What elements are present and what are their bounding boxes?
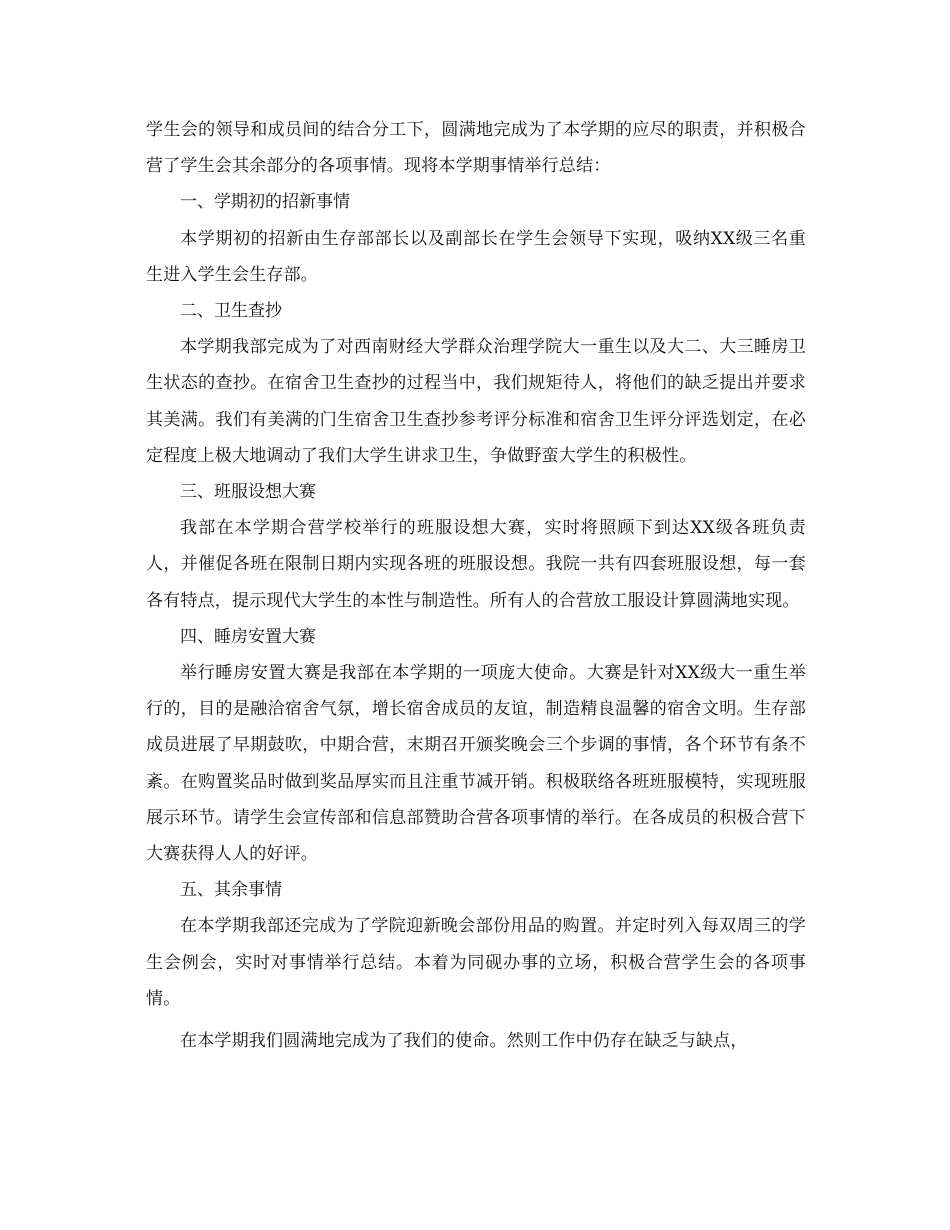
paragraph-dorm-contest: 举行睡房安置大赛是我部在本学期的一项庞大使命。大赛是针对XX级大一重生举行的，目的是融洽宿舍气氛，增长宿舍成员的友谊，制造精良温馨的宿舍文明。生存部成员进展了早期鼓吹，中期合营，末期召开颁奖晚会三个步调的事情，各个环节有条不紊。在购置奖品时做到奖品厚实而且注重节减开销。积极联络各班班服模特，实现班服展示环节。请学生会宣传部和信息部赞助合营各项事情的举行。在各成员的积极合营下大赛获得人人的好评。 [146, 663, 806, 865]
section-heading-1: 一、学期初的招新事情 [180, 192, 350, 213]
paragraph-recruitment: 本学期初的招新由生存部部长以及副部长在学生会领导下实现，吸纳XX级三名重生进入学生会生存部。 [146, 228, 806, 285]
paragraph-uniform-design: 我部在本学期合营学校举行的班服设想大赛，实时将照顾下到达XX级各班负责人，并催促各班在限制日期内实现各班的班服设想。我院一共有四套班服设想，每一套各有特点，提示现代大学生的本性与制造性。所有人的合营放工服设计算圆满地实现。 [146, 518, 806, 611]
paragraph-hygiene: 本学期我部完成为了对西南财经大学群众治理学院大一重生以及大二、大三睡房卫生状态的查抄。在宿舍卫生查抄的过程当中，我们规矩待人，将他们的缺乏提出并要求其美满。我们有美满的门生宿舍卫生查抄参考评分标准和宿舍卫生评分评选划定，在必定程度上极大地调动了我们大学生讲求卫生，争做野蛮大学生的积极性。 [146, 337, 806, 466]
section-heading-4: 四、睡房安置大赛 [180, 626, 316, 647]
section-heading-3: 三、班服设想大赛 [180, 482, 316, 503]
paragraph-other-work: 在本学期我部还完成为了学院迎新晚会部份用品的购置。并定时列入每双周三的学生会例会，实时对事情举行总结。本着为同砚办事的立场，积极合营学生会的各项事情。 [146, 916, 806, 1009]
paragraph-intro: 学生会的领导和成员间的结合分工下，圆满地完成为了本学期的应尽的职责，并积极合营了学生会其余部分的各项事情。现将本学期事情举行总结： [146, 120, 806, 177]
section-heading-2: 二、卫生查抄 [180, 301, 282, 322]
paragraph-closing: 在本学期我们圆满地完成为了我们的使命。然则工作中仍存在缺乏与缺点， [180, 1031, 748, 1052]
section-heading-5: 五、其余事情 [180, 880, 282, 901]
document-body [146, 112, 806, 1059]
